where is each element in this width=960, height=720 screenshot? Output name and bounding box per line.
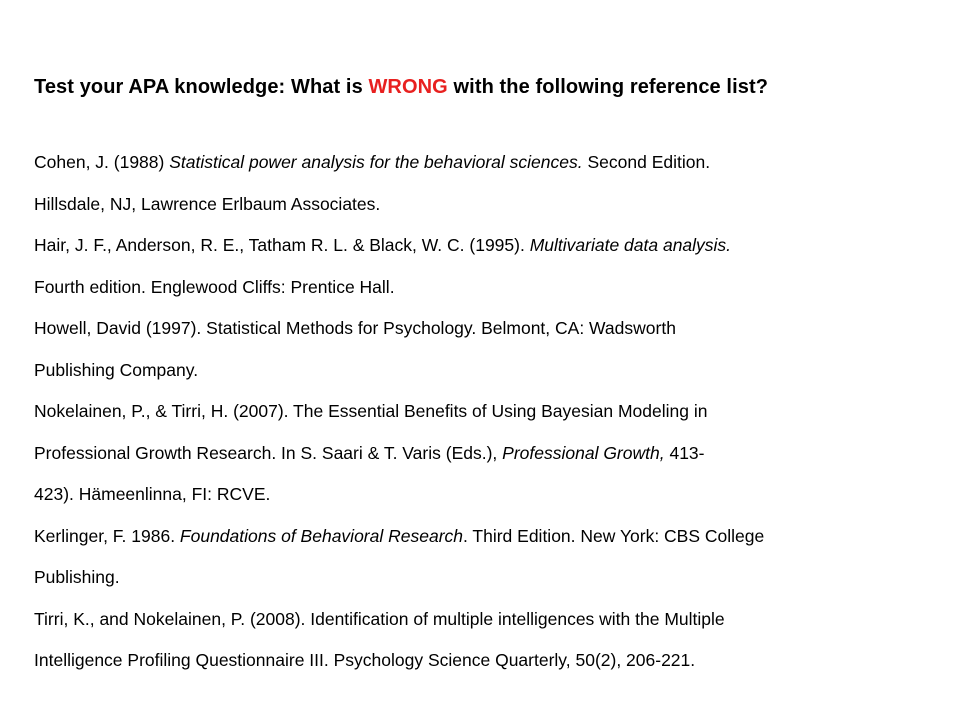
reference-text: Professional Growth Research. In S. Saari & T. Varis (Eds.),	[34, 442, 503, 463]
title-highlight-wrong: WRONG	[368, 76, 448, 98]
reference-line: Publishing Company.	[34, 359, 199, 380]
reference-line	[34, 516, 944, 558]
title-text-before: Test your APA knowledge: What is	[34, 76, 369, 98]
reference-line	[34, 142, 944, 184]
reference-title-italic: Statistical power analysis for the behavioral sciences.	[169, 152, 583, 172]
reference-title-italic: Foundations of Behavioral Research	[179, 525, 464, 546]
reference-text: Kerlinger, F. 1986.	[34, 525, 180, 546]
reference-text: . Third Edition. New York: CBS College	[463, 525, 765, 546]
reference-title-italic: Multivariate data analysis.	[529, 235, 732, 255]
reference-line	[34, 225, 944, 267]
reference-nokelainen-2007	[34, 391, 944, 516]
reference-hair-1995	[34, 225, 944, 308]
reference-list	[34, 142, 944, 682]
reference-text: Second Edition.	[582, 152, 711, 172]
reference-line: Publishing.	[34, 567, 120, 587]
reference-line: Howell, David (1997). Statistical Methods for Psychology. Belmont, CA: Wadsworth	[34, 318, 676, 338]
reference-kerlinger-1986	[34, 516, 944, 599]
reference-text: Hair, J. F., Anderson, R. E., Tatham R. L. & Black, W. C. (1995).	[34, 235, 530, 255]
reference-tirri-2008	[34, 599, 944, 682]
reference-line: Hillsdale, NJ, Lawrence Erlbaum Associates.	[34, 193, 381, 214]
title-text-after: with the following reference list?	[447, 76, 769, 98]
reference-cohen-1988	[34, 142, 944, 225]
reference-line: Intelligence Profiling Questionnaire III. Psychology Science Quarterly, 50(2), 206-221.	[34, 650, 696, 670]
reference-title-italic: Professional Growth,	[502, 442, 665, 463]
reference-line	[34, 433, 944, 475]
reference-text: 413-	[664, 442, 705, 463]
reference-text: Cohen, J. (1988)	[34, 152, 170, 172]
reference-line: Nokelainen, P., & Tirri, H. (2007). The Essential Benefits of Using Bayesian Modeling in	[34, 401, 708, 421]
reference-howell-1997	[34, 308, 944, 391]
reference-line: Tirri, K., and Nokelainen, P. (2008). Identification of multiple intelligences with the Multiple	[34, 608, 725, 629]
reference-line: 423). Hämeenlinna, FI: RCVE.	[34, 484, 271, 504]
reference-line: Fourth edition. Englewood Cliffs: Prentice Hall.	[34, 276, 395, 297]
slide-title	[34, 76, 934, 99]
